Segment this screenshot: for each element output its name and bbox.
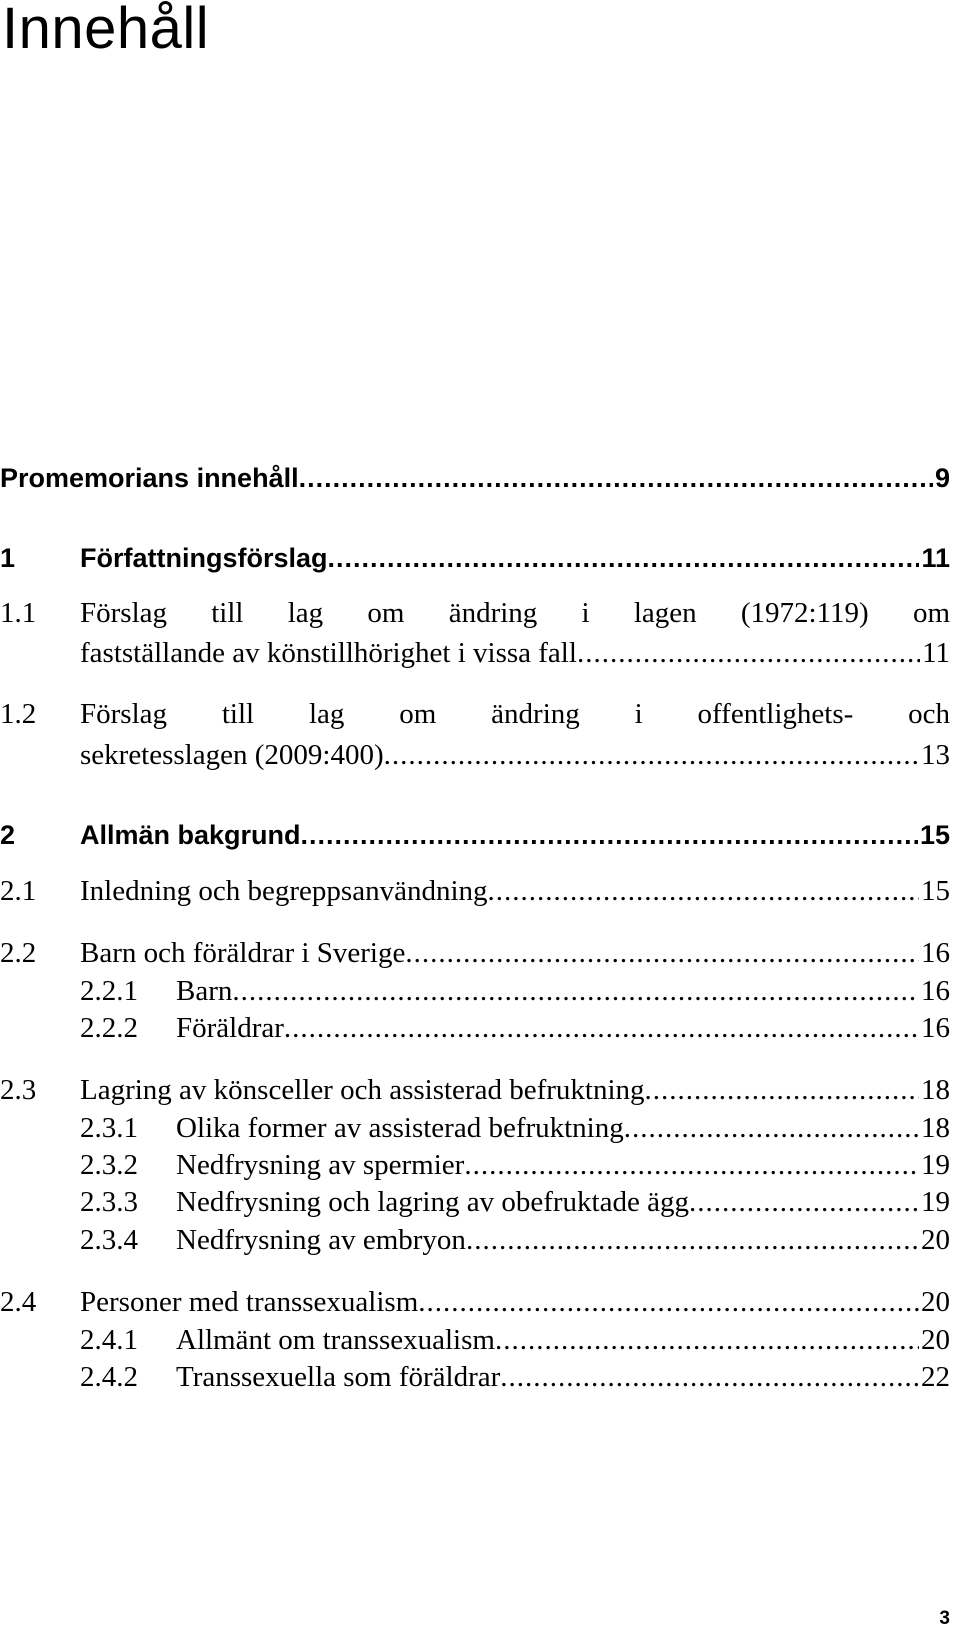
toc-entry-1-1[interactable] [0, 595, 950, 631]
toc-entry-2-4-1[interactable] [80, 1322, 950, 1358]
toc-entry-title: Allmänt om transsexualism [176, 1324, 495, 1356]
toc-entry-promemorians-innehall[interactable] [0, 460, 950, 496]
toc-entry-page: 16 [921, 1012, 950, 1044]
dot-leader [577, 635, 920, 671]
dot-leader [495, 1322, 919, 1358]
toc-entry-2-3-4[interactable] [80, 1222, 950, 1258]
toc-entry-title: Personer med transsexualism [80, 1286, 419, 1318]
dot-leader [418, 1284, 919, 1320]
toc-entry-title-line2: fastställande av könstillhörighet i vissa fall [80, 637, 577, 669]
toc-entry-2-3-2[interactable] [80, 1147, 950, 1183]
toc-entry-2-3[interactable] [0, 1072, 950, 1108]
toc-entry-page: 20 [921, 1286, 950, 1318]
toc-entry-number: 2.2.2 [80, 1012, 138, 1044]
toc-entry-number: 1.2 [0, 698, 37, 730]
dot-leader [689, 1184, 919, 1220]
toc-entry-page: 11 [922, 637, 950, 669]
toc-entry-number: 1.1 [0, 597, 37, 629]
toc-entry-number: 2.2.1 [80, 975, 138, 1007]
toc-entry-1-2-continued[interactable] [80, 737, 950, 773]
dot-leader [464, 1147, 919, 1183]
toc-entry-2-2-2[interactable] [80, 1010, 950, 1046]
toc-entry-page: 22 [921, 1361, 950, 1393]
toc-entry-number: 2 [0, 820, 16, 850]
toc-entry-page: 19 [921, 1186, 950, 1218]
toc-entry-title: Promemorians innehåll [0, 463, 299, 493]
dot-leader [328, 540, 920, 576]
dot-leader [500, 1359, 919, 1395]
toc-entry-1-1-continued[interactable] [80, 635, 950, 671]
toc-entry-page: 9 [934, 463, 950, 493]
dot-leader [405, 935, 919, 971]
toc-entry-2-3-1[interactable] [80, 1110, 950, 1146]
toc-entry-number: 2.3.1 [80, 1112, 138, 1144]
toc-entry-number: 2.3.2 [80, 1149, 138, 1181]
toc-entry-number: 2.3 [0, 1074, 37, 1106]
toc-entry-title: Nedfrysning av spermier [176, 1149, 465, 1181]
toc-entry-2-2[interactable] [0, 935, 950, 971]
toc-entry-title-line2: sekretesslagen (2009:400) [80, 739, 384, 771]
toc-entry-1[interactable] [0, 540, 950, 576]
toc-entry-title: Nedfrysning och lagring av obefruktade ägg [176, 1186, 689, 1218]
toc-entry-2-1[interactable] [0, 873, 950, 909]
toc-entry-page: 20 [921, 1324, 950, 1356]
toc-entry-number: 2.4 [0, 1286, 37, 1318]
toc-entry-page: 15 [919, 820, 950, 850]
toc-entry-title: Transsexuella som föräldrar [176, 1361, 501, 1393]
toc-entry-title: Författningsförslag [80, 543, 328, 573]
toc-entry-title: Nedfrysning av embryon [176, 1224, 466, 1256]
toc-entry-2[interactable] [0, 817, 950, 853]
toc-entry-page: 18 [921, 1074, 950, 1106]
toc-entry-page: 11 [921, 543, 950, 573]
dot-leader [624, 1110, 919, 1146]
dot-leader [299, 460, 933, 496]
toc-entry-number: 1 [0, 543, 16, 573]
toc-entry-title: Barn [176, 975, 233, 1007]
page-number: 3 [939, 1608, 950, 1629]
toc-entry-title-line1: Förslag till lag om ändring i lagen (1972:119) om [80, 597, 950, 629]
toc-entry-2-4[interactable] [0, 1284, 950, 1320]
toc-entry-page: 19 [921, 1149, 950, 1181]
toc-entry-title: Lagring av könsceller och assisterad befruktning [80, 1074, 645, 1106]
toc-entry-number: 2.4.2 [80, 1361, 138, 1393]
toc-entry-2-3-3[interactable] [80, 1184, 950, 1220]
toc-entry-page: 13 [921, 739, 950, 771]
toc-entry-2-2-1[interactable] [80, 973, 950, 1009]
toc-entry-number: 2.3.3 [80, 1186, 138, 1218]
toc-entry-1-2[interactable] [0, 696, 950, 732]
dot-leader [301, 817, 918, 853]
toc-entry-page: 15 [921, 875, 950, 907]
toc-entry-page: 16 [921, 937, 950, 969]
dot-leader [466, 1222, 919, 1258]
toc-entry-page: 16 [921, 975, 950, 1007]
dot-leader [488, 873, 919, 909]
toc-entry-number: 2.2 [0, 937, 37, 969]
page-heading: Innehåll [2, 0, 210, 61]
toc-entry-number: 2.3.4 [80, 1224, 138, 1256]
toc-entry-number: 2.1 [0, 875, 37, 907]
toc-entry-2-4-2[interactable] [80, 1359, 950, 1395]
dot-leader [384, 737, 919, 773]
toc-entry-title: Allmän bakgrund [80, 820, 301, 850]
toc-entry-title: Barn och föräldrar i Sverige [80, 937, 406, 969]
toc-entry-title: Olika former av assisterad befruktning [176, 1112, 624, 1144]
dot-leader [645, 1072, 919, 1108]
toc-entry-title: Föräldrar [176, 1012, 284, 1044]
toc-entry-title-line1: Förslag till lag om ändring i offentlighets- och [80, 698, 950, 730]
dot-leader [284, 1010, 919, 1046]
toc-entry-title: Inledning och begreppsanvändning [80, 875, 488, 907]
dot-leader [232, 973, 919, 1009]
toc-entry-page: 20 [921, 1224, 950, 1256]
toc-entry-number: 2.4.1 [80, 1324, 138, 1356]
toc-entry-page: 18 [921, 1112, 950, 1144]
